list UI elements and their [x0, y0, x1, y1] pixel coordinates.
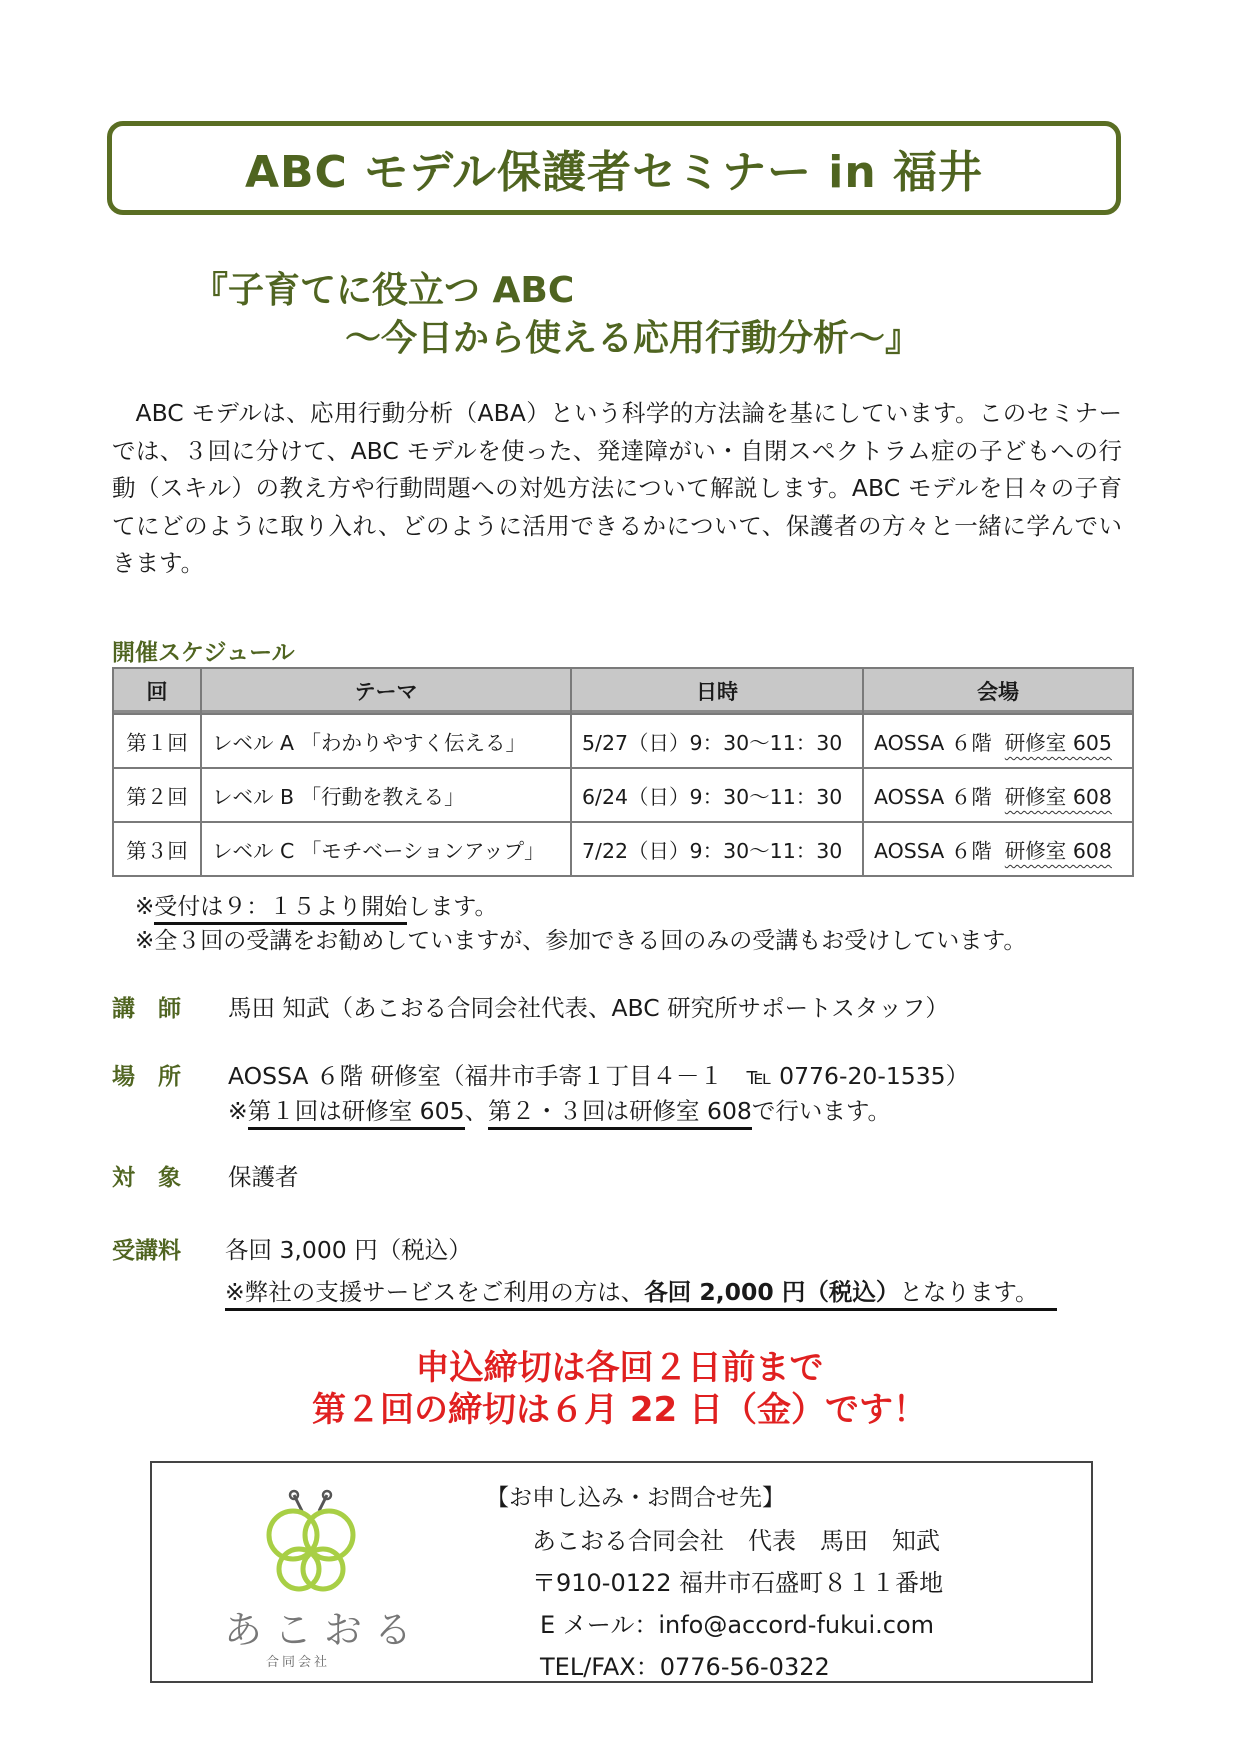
- butterfly-logo-icon: [257, 1483, 367, 1603]
- logo-subtitle: 合同会社: [266, 1655, 331, 1670]
- session-number: 第１回: [113, 714, 201, 768]
- fee-note-prefix: ※弊社の支援サービスをご利用の方は、: [225, 1278, 645, 1306]
- venue-room: 研修室 605: [1004, 731, 1112, 755]
- table-row: [113, 822, 1133, 876]
- fee-discount-note: [225, 1278, 1057, 1311]
- header-datetime: 日時: [571, 668, 863, 714]
- intro-paragraph: [112, 395, 1122, 583]
- place-note: [228, 1092, 891, 1126]
- room-second-third: 第２・３回は研修室 608: [488, 1097, 752, 1130]
- session-venue: [863, 822, 1133, 876]
- schedule-note-reception: [135, 888, 497, 921]
- session-datetime: 5/27（日）9：30～11：30: [571, 714, 863, 768]
- note-mark: ※: [228, 1097, 248, 1125]
- venue-room: 研修室 608: [1004, 839, 1112, 863]
- room-first: 第１回は研修室 605: [248, 1097, 465, 1130]
- page-title: ABC モデル保護者セミナー in 福井: [244, 147, 984, 198]
- schedule-table: [112, 667, 1134, 877]
- session-venue: [863, 714, 1133, 768]
- contact-address: 〒910-0122 福井市石盛町８１１番地: [532, 1569, 944, 1597]
- contact-box: [150, 1461, 1093, 1683]
- fee-label: 受講料: [112, 1238, 181, 1264]
- note-separator: 、: [464, 1097, 489, 1125]
- intro-text: ABC モデルは、応用行動分析（ABA）という科学的方法論を基にしています。このセミナーでは、３回に分けて、ABC モデルを使った、発達障がい・自閉スペクトラム症の子どもへの行動（スキル）の教え方や行動問題への対処方法について解説します。ABC モデルを日々の子育てにどのように取り入れ、どのように活用できるかについて、保護者の方々と一緒に学んでいきます。: [112, 399, 1122, 577]
- fee-note: [225, 1273, 1057, 1307]
- session-number: 第２回: [113, 768, 201, 822]
- subtitle-line1: 『子育てに役立つ ABC: [192, 270, 575, 311]
- fee-value: 各回 3,000 円（税込）: [225, 1236, 472, 1264]
- session-theme: レベル C 「モチベーションアップ」: [201, 822, 571, 876]
- deadline-line1: 申込締切は各回２日前まで: [415, 1348, 824, 1388]
- note-suffix: で行います。: [751, 1097, 891, 1125]
- contact-email: E メール：info@accord-fukui.com: [540, 1611, 935, 1639]
- note-suffix: します。: [407, 894, 498, 920]
- venue-building: AOSSA ６階: [874, 785, 992, 809]
- instructor-label: 講 師: [112, 996, 181, 1022]
- header-venue: 会場: [863, 668, 1133, 714]
- place-label: 場 所: [112, 1064, 181, 1090]
- venue-building: AOSSA ６階: [874, 731, 992, 755]
- header-theme: テーマ: [201, 668, 571, 714]
- contact-tel: TEL/FAX：0776-56-0322: [540, 1653, 830, 1681]
- target-value: 保護者: [228, 1163, 299, 1191]
- schedule-heading: 開催スケジュール: [112, 640, 295, 666]
- place-value: AOSSA ６階 研修室（福井市手寄１丁目４－１ ℡ 0776-20-1535）: [228, 1062, 970, 1090]
- session-theme: レベル A 「わかりやすく伝える」: [201, 714, 571, 768]
- venue-building: AOSSA ６階: [874, 839, 992, 863]
- fee-note-suffix: となります。: [899, 1278, 1039, 1306]
- schedule-note-attendance: ※全３回の受講をお勧めしていますが、参加できる回のみの受講もお受けしています。: [135, 928, 1027, 954]
- contact-company: あこおる合同会社 代表 馬田 知武: [532, 1527, 940, 1555]
- title-banner: [107, 121, 1121, 215]
- fee-discount-price: 各回 2,000 円（税込）: [644, 1278, 900, 1306]
- table-row: [113, 714, 1133, 768]
- table-row: [113, 768, 1133, 822]
- session-datetime: 6/24（日）9：30～11：30: [571, 768, 863, 822]
- reception-time: 受付は９：１５より開始: [154, 894, 407, 925]
- session-venue: [863, 768, 1133, 822]
- session-number: 第３回: [113, 822, 201, 876]
- note-mark: ※: [135, 894, 155, 920]
- instructor-value: 馬田 知武（あこおる合同会社代表、ABC 研究所サポートスタッフ）: [228, 994, 949, 1022]
- session-theme: レベル B 「行動を教える」: [201, 768, 571, 822]
- logo-wordmark: あこおる: [224, 1608, 425, 1652]
- subtitle-line2: ～今日から使える応用行動分析～』: [345, 318, 922, 359]
- target-label: 対 象: [112, 1165, 181, 1191]
- contact-heading: 【お申し込み・お問合せ先】: [486, 1485, 785, 1511]
- schedule-header-row: [113, 668, 1133, 714]
- session-datetime: 7/22（日）9：30～11：30: [571, 822, 863, 876]
- deadline-line2: 第２回の締切は６月 22 日（金）です！: [312, 1390, 927, 1430]
- header-session: 回: [113, 668, 201, 714]
- venue-room: 研修室 608: [1004, 785, 1112, 809]
